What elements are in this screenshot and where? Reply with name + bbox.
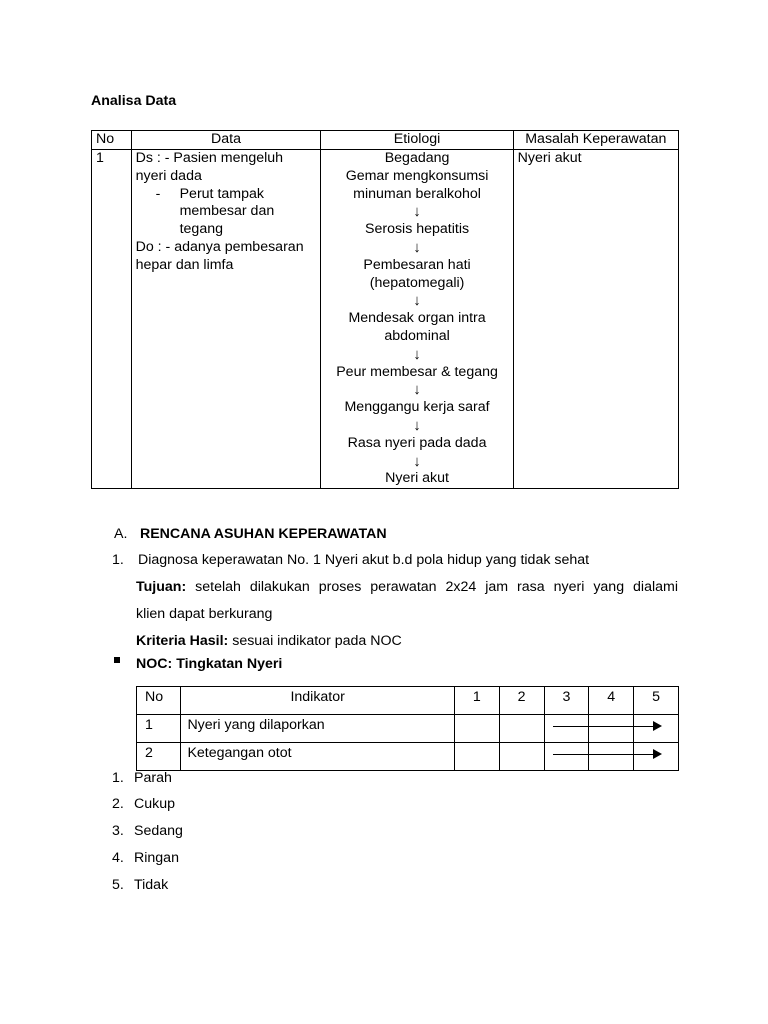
noc-header-indikator: Indikator bbox=[181, 687, 454, 715]
noc-header-scale-5: 5 bbox=[634, 687, 679, 715]
etiologi-step: Pembesaran hati (hepatomegali) bbox=[363, 256, 471, 291]
row-etiologi-cell bbox=[321, 150, 513, 489]
ds-line: Ds : - Pasien mengeluh nyeri dada bbox=[135, 150, 284, 184]
page-title: Analisa Data bbox=[91, 93, 177, 109]
diagnosa-line bbox=[112, 547, 589, 574]
etiologi-step: Mendesak organ intra abdominal bbox=[348, 310, 486, 344]
noc-scale-cell bbox=[499, 743, 544, 771]
noc-header-scale-1: 1 bbox=[454, 687, 499, 715]
scale-item bbox=[112, 872, 168, 899]
noc-header-scale-3: 3 bbox=[544, 687, 589, 715]
noc-row-indikator: Nyeri yang dilaporkan bbox=[181, 715, 454, 743]
scale-number: 2. bbox=[112, 796, 124, 812]
header-no: No bbox=[92, 131, 132, 150]
noc-scale-cell bbox=[589, 715, 634, 743]
noc-row-no: 2 bbox=[137, 743, 181, 771]
analisa-data-table bbox=[91, 130, 679, 489]
scale-number: 3. bbox=[112, 823, 124, 839]
table-row bbox=[137, 715, 679, 743]
down-arrow-icon: ↓ bbox=[413, 452, 421, 470]
down-arrow-icon: ↓ bbox=[413, 381, 421, 399]
table-header-row bbox=[92, 131, 679, 150]
etiologi-step: Serosis hepatitis bbox=[365, 221, 470, 238]
square-bullet-icon bbox=[113, 656, 121, 664]
noc-header-no: No bbox=[137, 687, 181, 715]
progress-arrow-line bbox=[553, 754, 659, 755]
etiologi-step: Rasa nyeri pada dada bbox=[347, 434, 487, 451]
down-arrow-icon: ↓ bbox=[413, 345, 421, 363]
kriteria-label: Kriteria Hasil: bbox=[136, 633, 229, 649]
section-a-title: RENCANA ASUHAN KEPERAWATAN bbox=[139, 526, 387, 542]
etiologi-step: Peur membesar & tegang bbox=[336, 363, 498, 380]
row-no: 1 bbox=[92, 150, 132, 489]
noc-scale-cell bbox=[454, 715, 499, 743]
arrow-right-icon bbox=[653, 749, 662, 759]
row-masalah: Nyeri akut bbox=[513, 150, 678, 489]
tujuan-text: setelah dilakukan proses perawatan 2x24 jam rasa nyeri yang dialami bbox=[195, 579, 678, 595]
dash-marker: - bbox=[155, 185, 161, 202]
header-masalah: Masalah Keperawatan bbox=[513, 131, 678, 150]
tujuan-line bbox=[136, 574, 678, 601]
noc-table bbox=[136, 686, 679, 771]
scale-label: Tidak bbox=[134, 877, 169, 893]
noc-row-indikator: Ketegangan otot bbox=[181, 743, 454, 771]
diagnosa-text: Diagnosa keperawatan No. 1 Nyeri akut b.d pola hidup yang tidak sehat bbox=[137, 552, 590, 568]
scale-item bbox=[112, 818, 183, 845]
tujuan-label: Tujuan: bbox=[136, 579, 187, 595]
noc-header-scale-2: 2 bbox=[499, 687, 544, 715]
kriteria-line bbox=[136, 628, 402, 655]
noc-title: NOC: Tingkatan Nyeri bbox=[136, 656, 283, 672]
table-row bbox=[137, 743, 679, 771]
down-arrow-icon: ↓ bbox=[413, 203, 421, 221]
noc-scale-cell bbox=[499, 715, 544, 743]
tujuan-line-2: klien dapat berkurang bbox=[136, 606, 273, 622]
header-etiologi: Etiologi bbox=[321, 131, 513, 150]
section-a-label: A. bbox=[114, 526, 128, 542]
noc-scale-cell bbox=[544, 743, 589, 771]
row-data-cell bbox=[131, 150, 321, 489]
scale-label: Cukup bbox=[134, 796, 176, 812]
etiologi-step: Menggangu kerja saraf bbox=[344, 399, 490, 416]
etiologi-step: Nyeri akut bbox=[385, 470, 449, 487]
ds-item-2-text: Perut tampak membesar dan tegang bbox=[179, 185, 275, 238]
noc-scale-cell bbox=[589, 743, 634, 771]
arrow-right-icon bbox=[653, 721, 662, 731]
section-a-heading bbox=[114, 526, 387, 542]
etiologi-step: Gemar mengkonsumsi minuman beralkohol bbox=[345, 167, 489, 202]
header-data: Data bbox=[131, 131, 321, 150]
table-row bbox=[92, 150, 679, 489]
kriteria-text: sesuai indikator pada NOC bbox=[232, 633, 402, 649]
scale-item bbox=[112, 791, 175, 818]
scale-number: 5. bbox=[112, 877, 124, 893]
down-arrow-icon: ↓ bbox=[413, 416, 421, 434]
noc-scale-cell bbox=[544, 715, 589, 743]
noc-header-scale-4: 4 bbox=[589, 687, 634, 715]
down-arrow-icon: ↓ bbox=[413, 238, 421, 256]
etiologi-step: Begadang bbox=[384, 150, 450, 166]
ds-item-2 bbox=[136, 186, 317, 239]
progress-arrow-line bbox=[553, 726, 659, 727]
scale-item bbox=[112, 765, 172, 792]
noc-header-row bbox=[137, 687, 679, 715]
scale-item bbox=[112, 845, 179, 872]
noc-scale-cell bbox=[454, 743, 499, 771]
scale-label: Ringan bbox=[134, 850, 179, 866]
scale-label: Parah bbox=[134, 770, 172, 786]
noc-row-no: 1 bbox=[137, 715, 181, 743]
scale-number: 1. bbox=[112, 770, 124, 786]
down-arrow-icon: ↓ bbox=[413, 292, 421, 310]
do-line: Do : - adanya pembesaran hepar dan limfa bbox=[135, 238, 304, 273]
scale-number: 4. bbox=[112, 850, 124, 866]
scale-label: Sedang bbox=[134, 823, 183, 839]
diagnosa-number: 1. bbox=[112, 552, 124, 568]
